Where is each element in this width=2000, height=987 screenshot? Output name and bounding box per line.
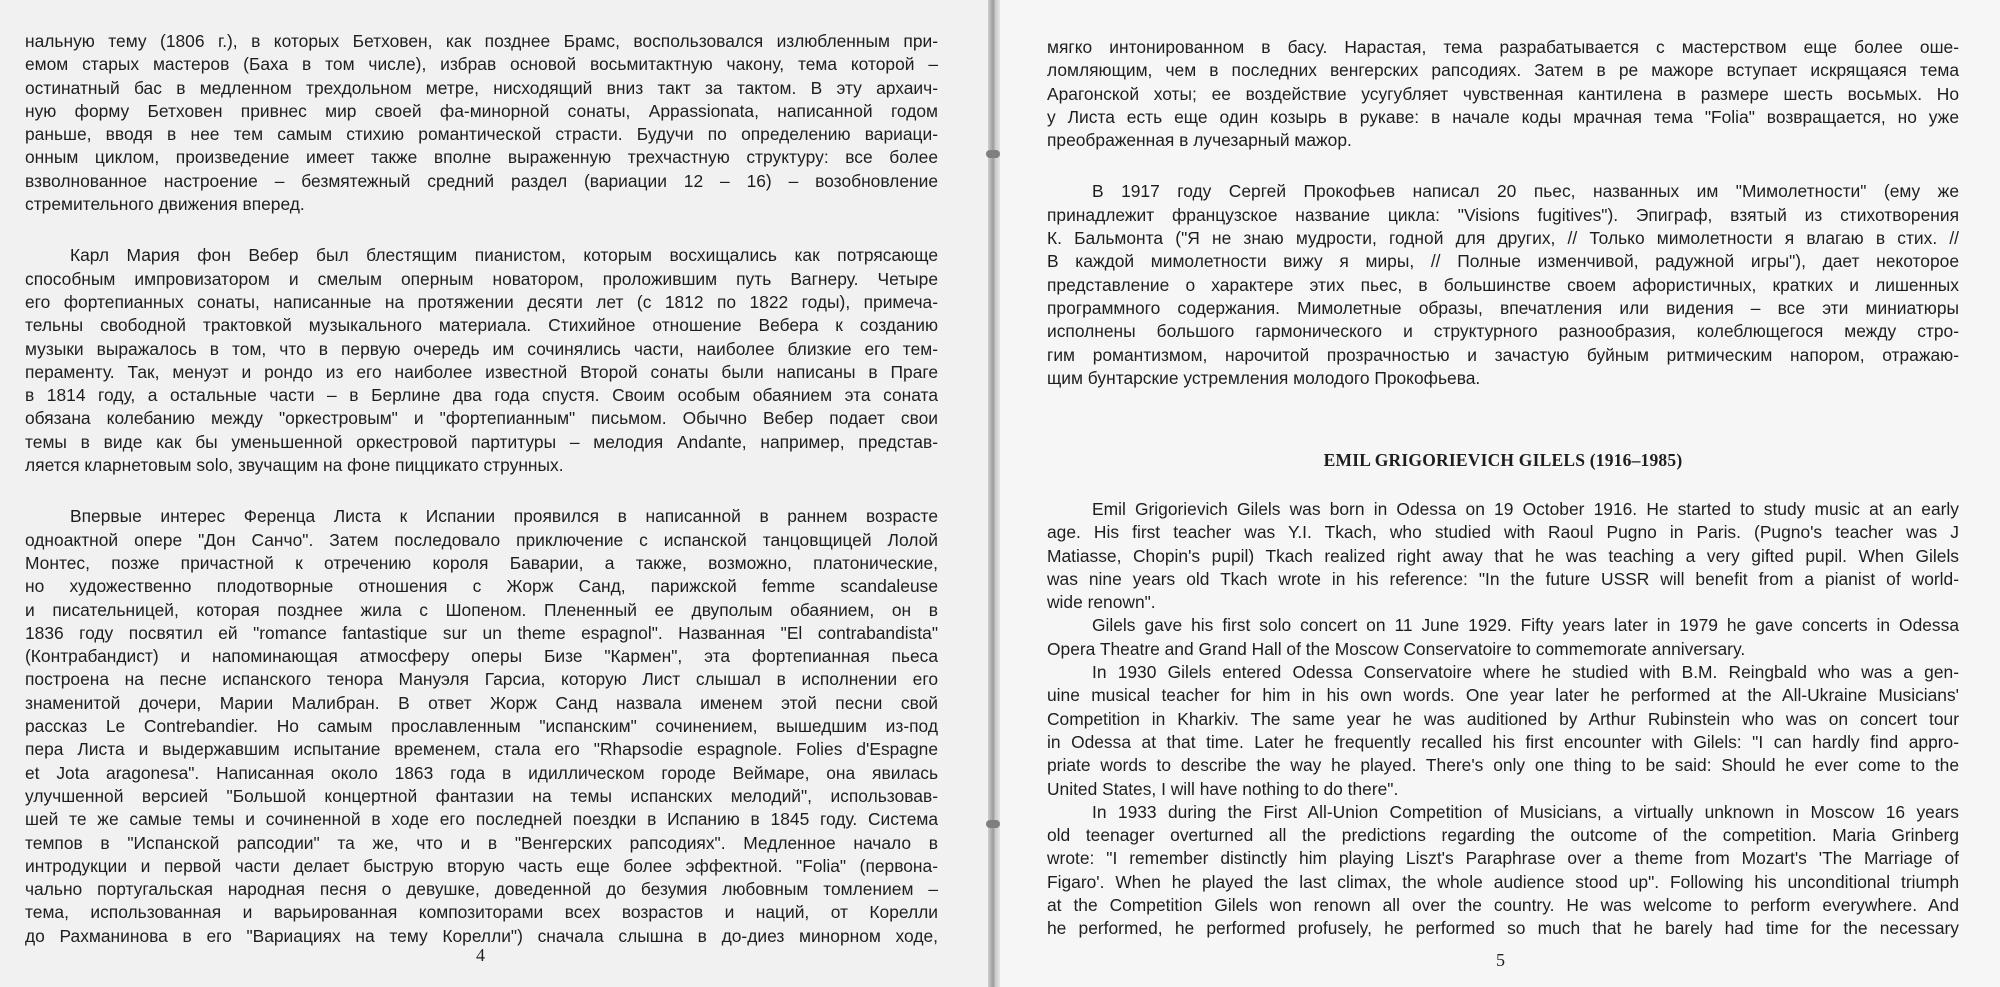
text-line: wide renown". xyxy=(1047,592,1156,613)
text-line: темпов в "Испанской рапсодии" та же, что и в "Венгерских рапсодиях". Медленное начало в xyxy=(25,832,938,853)
text-line: Opera Theatre and Grand Hall of the Moscow Conservatoire to commemorate anniversary. xyxy=(1047,638,1746,659)
text-line: тельны свободной трактовкой музыкального материала. Стихийное отношение Вебера к созданию xyxy=(25,315,938,336)
text-line: Competition in Kharkiv. The same year he was auditioned by Arthur Rubinstein who was on concert tour xyxy=(1047,708,1959,729)
text-line: В 1917 году Сергей Прокофьев написал 20 пьес, названных им "Мимолетности" (ему же xyxy=(1092,181,1959,202)
text-line: Арагонской хоты; ее воздействие усугубляет чувственная кантилена в размере шесть восьмых. Но xyxy=(1047,83,1959,104)
text-line: мягко интонированном в басу. Нарастая, тема разрабатывается с мастерством еще более оше- xyxy=(1047,37,1959,57)
text-line: et Jota aragonesa". Написанная около 1863 года в идиллическом городе Веймаре, она явилась xyxy=(25,762,938,783)
text-line: Matiasse, Chopin's pupil) Tkach realized right away that he was teaching a very gifted pupil. When Gilels xyxy=(1047,545,1959,566)
text-line: интродукции и первой части делает быструю вторую часть еще более эффектной. "Folia" (первона- xyxy=(25,855,938,876)
text-line: К. Бальмонта ("Я не знаю мудрости, годной для других, // Только мимолетности я влагаю в стих. // xyxy=(1047,228,1959,249)
text-line: пера Листа и выдержавшим испытание временем, стала его "Rhapsodie espagnole. Folies d'Espagne xyxy=(25,739,938,760)
section-heading-gilels: EMIL GRIGORIEVICH GILELS (1916–1985) xyxy=(1323,450,1683,470)
text-line: ную форму Бетховен привнес мир своей фа-минорной сонаты, Appassionata, написанной годом xyxy=(25,100,938,121)
paragraph-liszt xyxy=(25,505,938,948)
text-line: щим бунтарские устремления молодого Прокофьева. xyxy=(1047,367,1481,388)
text-line: пераменту. Так, менуэт и рондо из его наиболее известной Второй сонаты были написаны в Праге xyxy=(25,361,938,382)
left-page-text xyxy=(25,30,938,948)
text-line: Emil Grigorievich Gilels was born in Odessa on 19 October 1916. He started to study music at an early xyxy=(1092,499,1959,519)
text-line: представление о характере этих пьес, в большинстве своем афористичных, кратких и лишенных xyxy=(1047,274,1959,295)
text-line: ломляющим, чем в последних венгерских рапсодиях. Затем в ре мажоре вступает искрящаяся тема xyxy=(1047,60,1959,81)
text-line: преображенная в лучезарный мажор. xyxy=(1047,130,1352,151)
text-line: тема, использованная и варьированная композиторами всех возрастов и наций, от Корелли xyxy=(25,902,938,923)
paragraph-gilels-birth xyxy=(1047,498,1959,614)
text-line: Впервые интерес Ференца Листа к Испании проявился в написанной в раннем возрасте xyxy=(70,506,938,527)
text-line: но художественно плодотворные отношения с Жорж Санд, парижской femme scandaleuse xyxy=(25,576,938,597)
text-line: в 1814 году, а остальные части – в Берлине два года спустя. Своим особым обаянием эта соната xyxy=(25,385,938,406)
text-line: priate words to describe the way he played. There's only one thing to be said: Should he ever come to the xyxy=(1047,755,1959,776)
text-line: построена на песне испанского тенора Мануэля Гарсиа, которую Лист слышал в исполнении его xyxy=(25,669,938,690)
text-line: age. His first teacher was Y.I. Tkach, who studied with Raoul Pugno in Paris. (Pugno's teacher was J xyxy=(1047,522,1959,543)
text-line: рассказ Le Contrebandier. Но самым прославленным "испанским" сочинением, вышедшим из-под xyxy=(25,716,938,737)
text-line: uine musical teacher for him in his own words. One year later he performed at the All-Ukraine Musicians' xyxy=(1047,685,1959,706)
right-page-russian-text xyxy=(1047,36,1959,390)
text-line: нальную тему (1806 г.), в которых Бетховен, как позднее Брамс, воспользовался излюбленным при- xyxy=(25,31,938,51)
paragraph-prokofiev xyxy=(1047,180,1959,390)
text-line: В каждой мимолетности вижу я миры, // Полные изменчивой, радужной игры"), дает некоторое xyxy=(1047,251,1959,272)
text-line: 1836 году посвятил ей "romance fantastique sur un theme espagnol". Названная "El contrabandista" xyxy=(25,622,938,643)
paragraph-gilels-first-concert xyxy=(1047,614,1959,661)
text-line: его фортепианных сонаты, написанные на протяжении десяти лет (с 1812 по 1822 годы), примеча- xyxy=(25,291,938,312)
text-line: и писательницей, которая позднее жила с Шопеном. Плененный ее двуполым обаянием, он в xyxy=(25,599,938,620)
text-line: улучшенной версией "Большой концертной фантазии на темы испанских мелодий", использовав- xyxy=(25,785,938,806)
text-line: исполнены большого гармонического и структурного разнообразия, колеблющегося между стро- xyxy=(1047,321,1959,342)
text-line: Монтес, позже причастной к отречению короля Баварии, а также, возможно, платонические, xyxy=(25,552,938,573)
paragraph-beethoven xyxy=(25,30,938,216)
text-line: шей те же самые темы и сочиненной в ходе его последней поездки в Испанию в 1845 году. Система xyxy=(25,809,938,830)
text-line: принадлежит французское название цикла: "Visions fugitives"). Эпиграф, взятый из стихотворения xyxy=(1047,204,1959,225)
text-line: гим романтизмом, нарочитой прозрачностью и зачастую буйным ритмическим напором, отражаю- xyxy=(1047,344,1959,365)
text-line: In 1930 Gilels entered Odessa Conservatoire where he studied with B.M. Reingbald who was a gen- xyxy=(1092,662,1959,683)
text-line: музыки выражалось в том, что в первую очередь им сочинялись части, наиболее близкие его тем- xyxy=(25,338,938,359)
text-line: In 1933 during the First All-Union Competition of Musicians, a virtually unknown in Moscow 16 years xyxy=(1092,801,1959,822)
text-line: Карл Мария фон Вебер был блестящим пианистом, которым восхищались как потрясающе xyxy=(70,245,938,266)
text-line: взволнованное настроение – безмятежный средний раздел (вариации 12 – 16) – возобновление xyxy=(25,170,938,191)
staple-top xyxy=(986,150,1000,158)
text-line: до Рахманинова в его "Вариациях на тему Корелли") сначала слышна в до-диез минорном ходе, xyxy=(25,925,938,946)
book-spine xyxy=(988,0,1000,987)
text-line: одноактной опере "Дон Санчо". Затем последовало приключение с испанской танцовщицей Лолой xyxy=(25,529,938,550)
page-number-right: 5 xyxy=(1496,950,1505,970)
text-line: обязана колебанию между "оркестровым" и "фортепианным" письмом. Обычно Вебер подает свои xyxy=(25,408,938,429)
text-line: способным импровизатором и смелым оперным новатором, проложившим путь Вагнеру. Четыре xyxy=(25,268,938,289)
text-line: онным циклом, произведение имеет также вполне выраженную трехчастную структуру: все более xyxy=(25,147,938,168)
text-line: программного содержания. Мимолетные образы, впечатления или видения – все эти миниатюры xyxy=(1047,297,1959,318)
text-line: old teenager overturned all the predictions regarding the outcome of the competition. Maria Grinberg xyxy=(1047,825,1959,846)
text-line: at the Competition Gilels won renown all over the country. He was welcome to perform everywhere. And xyxy=(1047,895,1959,916)
text-line: United States, I will have nothing to do there". xyxy=(1047,778,1399,799)
paragraph-gilels-competition xyxy=(1047,801,1959,941)
text-line: ляется кларнетовым solo, звучащим на фоне пиццикато струнных. xyxy=(25,455,564,476)
paragraph-weber xyxy=(25,244,938,477)
text-line: Figaro'. When he played the last climax, the whole audience stood up". Following his unconditional triumph xyxy=(1047,871,1959,892)
page-number-left: 4 xyxy=(476,945,485,965)
text-line: wrote: "I remember distinctly him playing Liszt's Paraphrase over a theme from Mozart's 'The Marriage of xyxy=(1047,848,1959,869)
right-page-english-text xyxy=(1047,498,1959,941)
text-line: Gilels gave his first solo concert on 11 June 1929. Fifty years later in 1979 he gave concerts in Odessa xyxy=(1092,615,1959,636)
text-line: стремительного движения вперед. xyxy=(25,194,305,215)
paragraph-gilels-conservatoire xyxy=(1047,661,1959,801)
text-line: у Листа есть еще один козырь в рукаве: в начале коды мрачная тема "Folia" возвращается, но уже xyxy=(1047,106,1959,127)
text-line: he performed, he performed profusely, he performed so much that he barely had time for the necessary xyxy=(1047,918,1959,939)
paragraph-liszt-continued xyxy=(1047,36,1959,152)
text-line: емом старых мастеров (Баха в том числе), избрав основой восьмитактную чакону, тема которой – xyxy=(25,54,938,75)
text-line: знаменитой дочери, Марии Малибран. В ответ Жорж Санд назвала именем этой песни свой xyxy=(25,692,938,713)
text-line: (Контрабандист) и напоминающая атмосферу оперы Бизе "Кармен", эта фортепианная пьеса xyxy=(25,646,938,667)
text-line: раньше, вводя в нее тем самым стихию романтической страсти. Будучи по определению вариаци- xyxy=(25,124,938,145)
text-line: in Odessa at that time. Later he frequently recalled his first encounter with Gilels: "I can hardly find appro- xyxy=(1047,731,1959,752)
text-line: was nine years old Tkach wrote in his reference: "In the future USSR will benefit from a pianist of world- xyxy=(1047,568,1959,589)
text-line: чально португальская народная песня о девушке, доведенной до безумия любовным томлением – xyxy=(25,879,938,900)
text-line: остинатный бас в медленном трехдольном метре, нисходящий вниз такт за тактом. В эту архаич- xyxy=(25,77,938,98)
staple-bottom xyxy=(986,820,1000,828)
text-line: темы в виде как бы уменьшенной оркестровой партитуры – мелодия Andante, например, представ- xyxy=(25,431,938,452)
